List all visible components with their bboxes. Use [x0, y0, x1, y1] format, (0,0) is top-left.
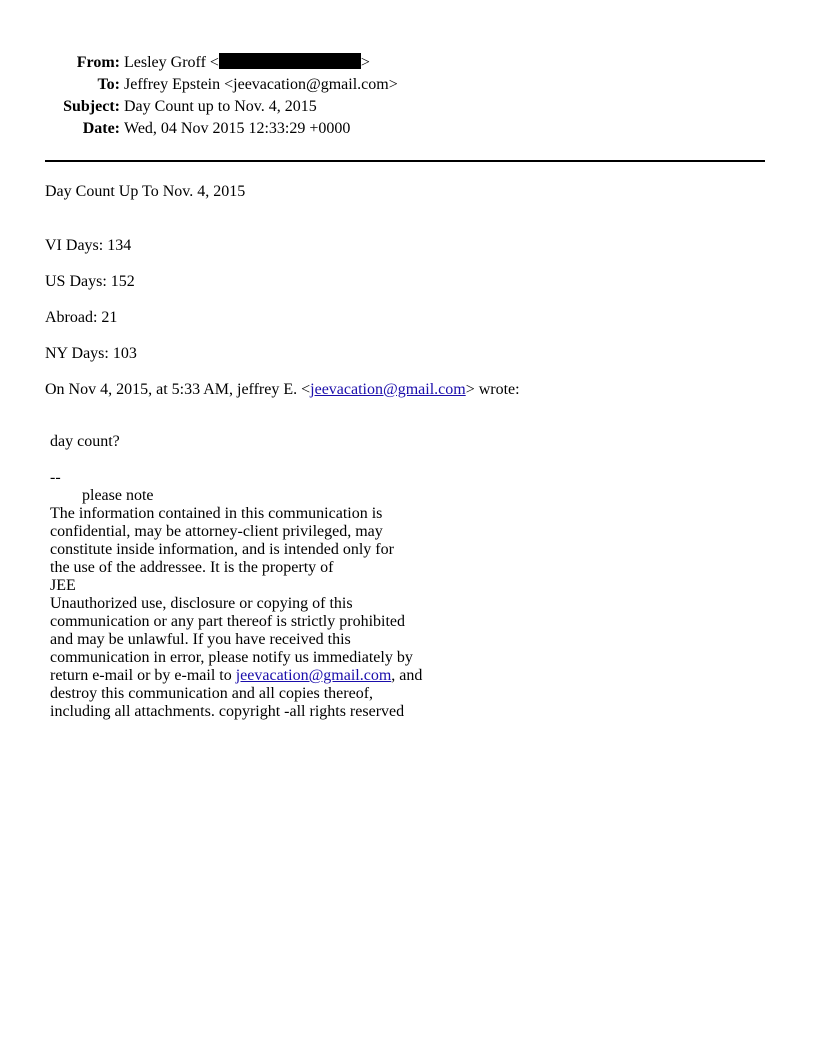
subject-value: Day Count up to Nov. 4, 2015 [124, 98, 317, 115]
disclaimer-email-prefix: return e-mail or by e-mail to [50, 667, 236, 684]
to-label: To: [97, 76, 120, 93]
reply-attribution [45, 380, 520, 400]
disclaimer-line: confidential, may be attorney-client privileged, may [50, 523, 383, 540]
date-value: Wed, 04 Nov 2015 12:33:29 +0000 [124, 120, 351, 137]
count-abroad: Abroad: 21 [45, 309, 118, 326]
count-ny-days: NY Days: 103 [45, 345, 137, 362]
from-close: > [360, 54, 370, 71]
subject-row [0, 96, 760, 118]
redaction-block [219, 53, 361, 69]
disclaimer-line: communication in error, please notify us immediately by [50, 649, 413, 666]
count-us-days: US Days: 152 [45, 273, 135, 290]
signature-note: please note [82, 487, 154, 504]
disclaimer-email-suffix: , and [391, 667, 423, 684]
count-vi-days: VI Days: 134 [45, 237, 132, 254]
reply-email-link[interactable]: jeevacation@gmail.com [310, 381, 466, 398]
subject-label: Subject: [63, 98, 120, 115]
from-row [0, 52, 760, 74]
to-value: Jeffrey Epstein <jeevacation@gmail.com> [124, 76, 398, 93]
disclaimer-email-link[interactable]: jeevacation@gmail.com [235, 667, 392, 684]
date-label: Date: [82, 120, 120, 137]
reply-suffix: > wrote: [465, 381, 520, 398]
to-row [0, 74, 760, 96]
disclaimer-line: including all attachments. copyright -all rights reserved [50, 703, 405, 720]
disclaimer-line: destroy this communication and all copies thereof, [50, 685, 374, 702]
body-heading: Day Count Up To Nov. 4, 2015 [45, 183, 246, 200]
from-name: Lesley Groff < [124, 54, 219, 71]
disclaimer-line: constitute inside information, and is intended only for [50, 541, 394, 558]
header-divider [45, 160, 765, 162]
reply-prefix: On Nov 4, 2015, at 5:33 AM, jeffrey E. < [45, 381, 311, 398]
disclaimer-line: JEE [50, 577, 76, 594]
disclaimer-line: Unauthorized use, disclosure or copying of this [50, 595, 353, 612]
disclaimer-line: The information contained in this communication is [50, 505, 383, 522]
disclaimer-line: and may be unlawful. If you have received this [50, 631, 351, 648]
disclaimer-line: the use of the addressee. It is the property of [50, 559, 334, 576]
disclaimer-email-line [50, 667, 422, 685]
date-row [0, 118, 760, 140]
from-value [124, 52, 370, 74]
disclaimer-line: communication or any part thereof is strictly prohibited [50, 613, 406, 630]
signature-separator: -- [50, 469, 61, 486]
quoted-question: day count? [50, 433, 120, 450]
from-label: From: [76, 54, 120, 71]
